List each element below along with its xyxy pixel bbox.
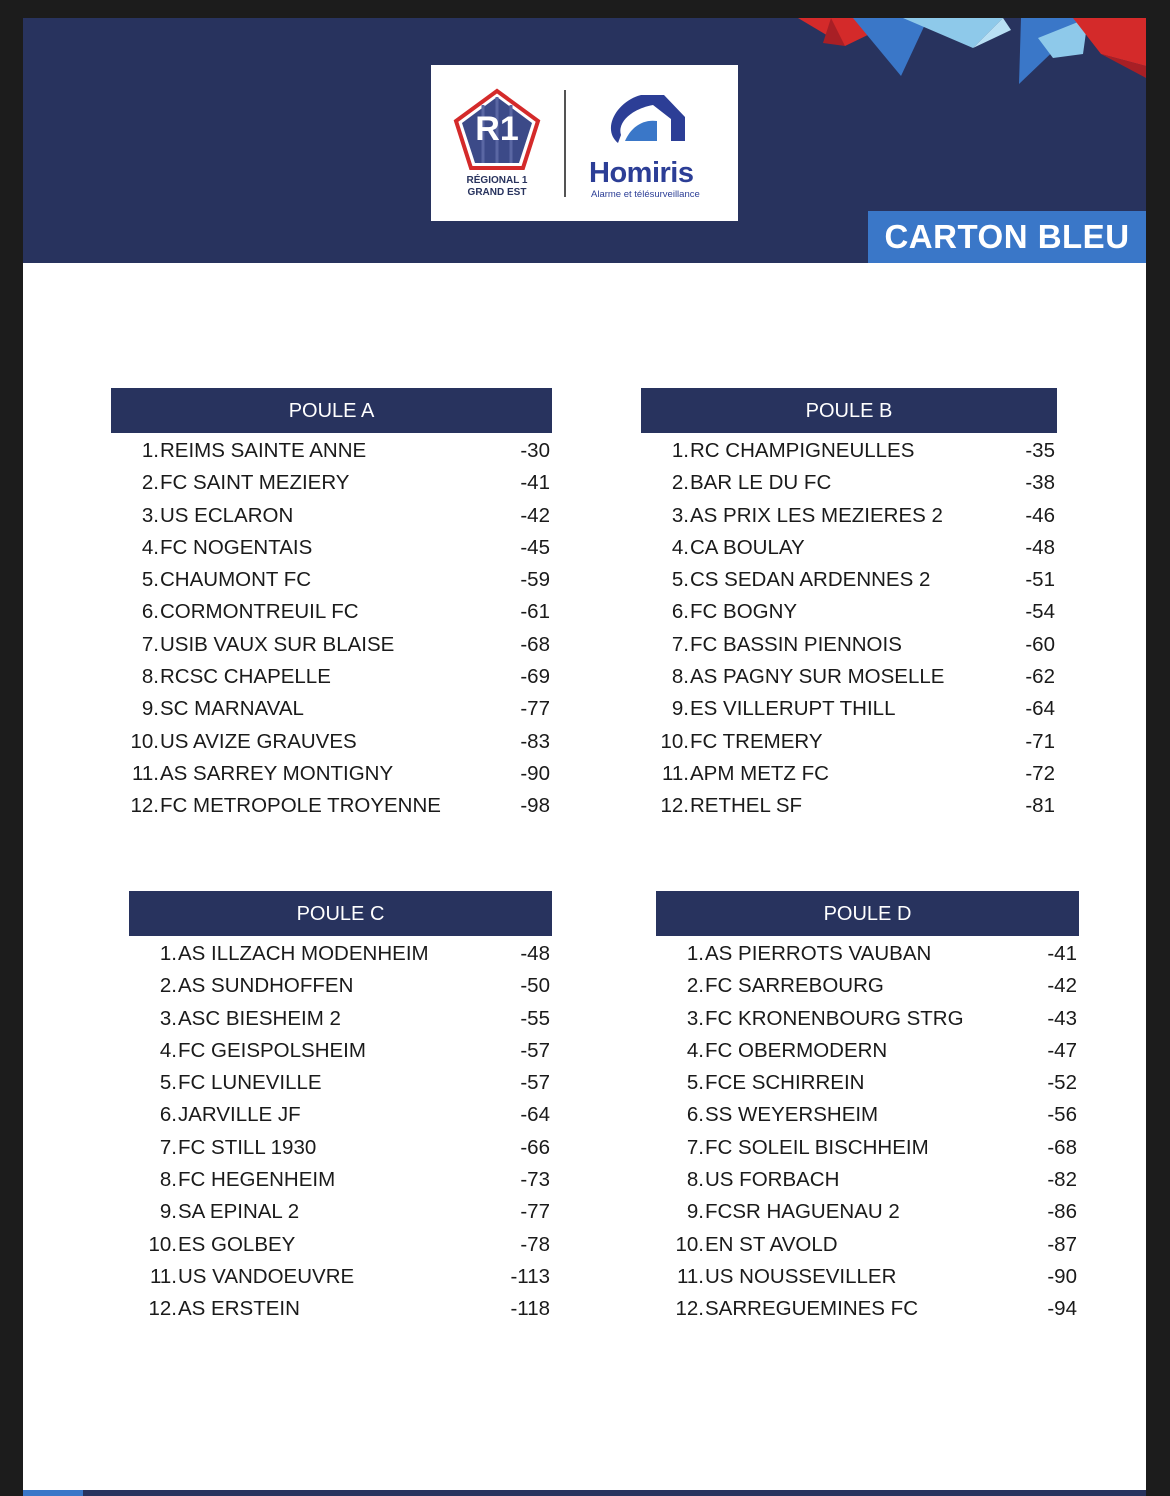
table-row (641, 693, 1057, 725)
row-score: -64 (520, 1103, 550, 1127)
row-team: FC OBERMODERN (705, 1038, 888, 1062)
row-team: ES GOLBEY (178, 1232, 296, 1256)
row-rank: 2. (671, 471, 689, 495)
row-team: US AVIZE GRAUVES (160, 729, 357, 753)
row-score: -77 (520, 697, 550, 721)
table-row (656, 1196, 1079, 1228)
table-row (656, 1132, 1079, 1164)
table-row (641, 661, 1057, 693)
row-team: SARREGUEMINES FC (705, 1297, 918, 1321)
table-row (641, 435, 1057, 467)
row-rank: 5. (141, 568, 159, 592)
row-team: CS SEDAN ARDENNES 2 (690, 568, 931, 592)
row-rank: 5. (671, 568, 689, 592)
row-team: REIMS SAINTE ANNE (160, 439, 367, 462)
row-team: AS PAGNY SUR MOSELLE (690, 665, 945, 689)
row-team: FCE SCHIRREIN (705, 1071, 865, 1095)
row-score: -87 (1047, 1232, 1077, 1256)
row-rank: 1. (686, 942, 704, 965)
table-row (129, 1164, 552, 1196)
row-score: -78 (520, 1232, 550, 1256)
table-row (641, 629, 1057, 661)
row-score: -60 (1025, 632, 1055, 656)
poule-a-table (111, 388, 552, 823)
decorative-triangles (783, 18, 1146, 88)
row-rank: 7. (671, 632, 689, 656)
table-row (111, 596, 552, 628)
table-row (111, 500, 552, 532)
row-team: AS ILLZACH MODENHEIM (178, 942, 429, 965)
row-score: -82 (1047, 1168, 1077, 1192)
row-score: -81 (1025, 794, 1055, 818)
row-team: CORMONTREUIL FC (160, 600, 359, 624)
document-page (23, 18, 1146, 1496)
sponsor-tagline: Alarme et télésurveillance (591, 189, 700, 200)
row-rank: 8. (686, 1168, 704, 1192)
row-rank: 10. (130, 729, 159, 753)
row-score: -43 (1047, 1006, 1077, 1030)
row-team: USIB VAUX SUR BLAISE (160, 632, 395, 656)
row-rank: 10. (660, 729, 689, 753)
table-row (641, 790, 1057, 822)
table-row (656, 938, 1079, 970)
row-team: AS ERSTEIN (178, 1297, 300, 1321)
row-rank: 3. (686, 1006, 704, 1030)
table-row (111, 661, 552, 693)
row-rank: 9. (671, 697, 689, 721)
row-rank: 10. (675, 1232, 704, 1256)
table-row (129, 1261, 552, 1293)
row-team: SS WEYERSHEIM (705, 1103, 879, 1127)
row-team: CHAUMONT FC (160, 568, 312, 592)
row-score: -48 (520, 942, 550, 965)
row-score: -45 (520, 535, 550, 559)
row-team: US NOUSSEVILLER (705, 1264, 897, 1288)
logo-panel (431, 65, 738, 221)
row-rank: 5. (686, 1071, 704, 1095)
row-rank: 10. (148, 1232, 177, 1256)
row-rank: 1. (671, 439, 689, 462)
row-team: RCSC CHAPELLE (160, 665, 331, 689)
row-score: -41 (1047, 942, 1077, 965)
row-team: FC SAINT MEZIERY (160, 471, 350, 495)
row-team: FC LUNEVILLE (178, 1071, 322, 1095)
row-score: -72 (1025, 761, 1055, 785)
table-row (129, 1099, 552, 1131)
table-row (111, 693, 552, 725)
row-score: -59 (520, 568, 550, 592)
row-rank: 9. (686, 1200, 704, 1224)
table-row (111, 532, 552, 564)
row-rank: 2. (141, 471, 159, 495)
row-score: -77 (520, 1200, 550, 1224)
table-row (641, 500, 1057, 532)
row-rank: 4. (159, 1038, 177, 1062)
row-team: US FORBACH (705, 1168, 840, 1192)
table-row (641, 758, 1057, 790)
row-score: -66 (520, 1135, 550, 1159)
row-rank: 1. (141, 439, 159, 462)
row-score: -68 (520, 632, 550, 656)
table-row (111, 435, 552, 467)
row-team: FC NOGENTAIS (160, 535, 313, 559)
row-score: -68 (1047, 1135, 1077, 1159)
poule-header: POULE C (129, 891, 552, 936)
table-row (656, 1164, 1079, 1196)
table-row (641, 467, 1057, 499)
table-row (656, 1035, 1079, 1067)
table-row (656, 1261, 1079, 1293)
table-row (111, 758, 552, 790)
row-score: -69 (520, 665, 550, 689)
row-team: CA BOULAY (690, 535, 805, 559)
table-row (129, 1132, 552, 1164)
row-rank: 5. (159, 1071, 177, 1095)
row-rank: 6. (686, 1103, 704, 1127)
table-row (656, 1293, 1079, 1325)
row-team: AS PIERROTS VAUBAN (705, 942, 932, 965)
table-row (111, 564, 552, 596)
row-score: -83 (520, 729, 550, 753)
row-team: BAR LE DU FC (690, 471, 832, 495)
poule-header: POULE D (656, 891, 1079, 936)
row-rank: 11. (150, 1264, 177, 1288)
row-score: -57 (520, 1038, 550, 1062)
row-rank: 7. (686, 1135, 704, 1159)
row-score: -61 (520, 600, 550, 624)
row-rank: 8. (141, 665, 159, 689)
row-rank: 7. (141, 632, 159, 656)
row-score: -94 (1047, 1297, 1077, 1321)
row-rank: 4. (686, 1038, 704, 1062)
row-team: AS SUNDHOFFEN (178, 974, 354, 998)
row-team: FC BOGNY (690, 600, 798, 624)
row-rank: 1. (159, 942, 177, 965)
table-row (111, 467, 552, 499)
row-score: -47 (1047, 1038, 1077, 1062)
poule-c-table (129, 891, 552, 1326)
row-team: ES VILLERUPT THILL (690, 697, 896, 721)
row-rank: 6. (141, 600, 159, 624)
table-row (656, 1067, 1079, 1099)
row-score: -52 (1047, 1071, 1077, 1095)
poule-b-table (641, 388, 1057, 823)
poule-header: POULE B (641, 388, 1057, 433)
table-row (656, 1229, 1079, 1261)
table-row (129, 1003, 552, 1035)
row-team: FC GEISPOLSHEIM (178, 1038, 366, 1062)
page-title: CARTON BLEU (868, 211, 1146, 263)
row-team: US ECLARON (160, 503, 294, 527)
row-score: -54 (1025, 600, 1055, 624)
table-row (656, 1099, 1079, 1131)
table-row (656, 970, 1079, 1002)
row-rank: 8. (671, 665, 689, 689)
row-score: -90 (1047, 1264, 1077, 1288)
row-score: -62 (1025, 665, 1055, 689)
row-rank: 8. (159, 1168, 177, 1192)
row-rank: 9. (141, 697, 159, 721)
table-row (111, 629, 552, 661)
r1-line1: RÉGIONAL 1 (466, 175, 528, 186)
row-score: -50 (520, 974, 550, 998)
row-rank: 7. (159, 1135, 177, 1159)
table-row (129, 1067, 552, 1099)
row-team: FC SOLEIL BISCHHEIM (705, 1135, 929, 1159)
row-team: FC METROPOLE TROYENNE (160, 794, 441, 818)
table-row (129, 1035, 552, 1067)
row-score: -73 (520, 1168, 550, 1192)
row-team: FC BASSIN PIENNOIS (690, 632, 902, 656)
table-row (641, 726, 1057, 758)
row-score: -113 (510, 1264, 550, 1288)
r1-badge-text: R1 (475, 110, 519, 148)
table-row (111, 790, 552, 822)
header-banner (23, 18, 1146, 263)
row-rank: 2. (159, 974, 177, 998)
row-score: -86 (1047, 1200, 1077, 1224)
row-team: AS SARREY MONTIGNY (160, 761, 394, 785)
row-team: FC HEGENHEIM (178, 1168, 336, 1192)
row-score: -118 (510, 1297, 550, 1321)
row-score: -51 (1025, 568, 1055, 592)
table-row (129, 1229, 552, 1261)
row-team: JARVILLE JF (178, 1103, 301, 1127)
row-rank: 3. (671, 503, 689, 527)
row-score: -57 (520, 1071, 550, 1095)
row-score: -38 (1025, 471, 1055, 495)
row-team: FC SARREBOURG (705, 974, 884, 998)
row-rank: 9. (159, 1200, 177, 1224)
row-team: FC TREMERY (690, 729, 823, 753)
row-team: AS PRIX LES MEZIERES 2 (690, 503, 943, 527)
row-team: SC MARNAVAL (160, 697, 304, 721)
row-score: -56 (1047, 1103, 1077, 1127)
row-score: -98 (520, 794, 550, 818)
table-row (656, 1003, 1079, 1035)
row-team: FCSR HAGUENAU 2 (705, 1200, 900, 1224)
row-score: -71 (1025, 729, 1055, 753)
row-score: -90 (520, 761, 550, 785)
row-rank: 4. (671, 535, 689, 559)
row-score: -35 (1025, 439, 1055, 462)
row-rank: 12. (130, 794, 159, 818)
row-rank: 11. (677, 1264, 704, 1288)
row-rank: 12. (660, 794, 689, 818)
row-team: ASC BIESHEIM 2 (178, 1006, 341, 1030)
table-row (129, 1293, 552, 1325)
row-team: US VANDOEUVRE (178, 1264, 355, 1288)
row-rank: 6. (159, 1103, 177, 1127)
row-team: EN ST AVOLD (705, 1232, 838, 1256)
row-rank: 12. (148, 1297, 177, 1321)
table-row (111, 726, 552, 758)
poule-header: POULE A (111, 388, 552, 433)
row-rank: 12. (675, 1297, 704, 1321)
table-row (641, 532, 1057, 564)
row-team: RC CHAMPIGNEULLES (690, 439, 915, 462)
row-rank: 2. (686, 974, 704, 998)
row-rank: 11. (132, 761, 159, 785)
row-score: -42 (1047, 974, 1077, 998)
row-score: -64 (1025, 697, 1055, 721)
row-rank: 3. (141, 503, 159, 527)
row-team: APM METZ FC (690, 761, 829, 785)
row-score: -41 (520, 471, 550, 495)
row-rank: 6. (671, 600, 689, 624)
row-score: -46 (1025, 503, 1055, 527)
row-team: FC KRONENBOURG STRG (705, 1006, 964, 1030)
table-row (129, 970, 552, 1002)
table-row (641, 596, 1057, 628)
row-score: -48 (1025, 535, 1055, 559)
row-team: SA EPINAL 2 (178, 1200, 300, 1224)
row-score: -55 (520, 1006, 550, 1030)
row-rank: 4. (141, 535, 159, 559)
table-row (129, 938, 552, 970)
table-row (641, 564, 1057, 596)
row-rank: 11. (662, 761, 689, 785)
row-rank: 3. (159, 1006, 177, 1030)
sponsor-name: Homiris (589, 157, 694, 189)
table-row (129, 1196, 552, 1228)
row-score: -30 (520, 439, 550, 462)
row-team: RETHEL SF (690, 794, 803, 818)
poule-d-table (656, 891, 1079, 1326)
row-team: FC STILL 1930 (178, 1135, 317, 1159)
row-score: -42 (520, 503, 550, 527)
footer-bar (23, 1490, 1146, 1496)
r1-line2: GRAND EST (467, 187, 527, 198)
